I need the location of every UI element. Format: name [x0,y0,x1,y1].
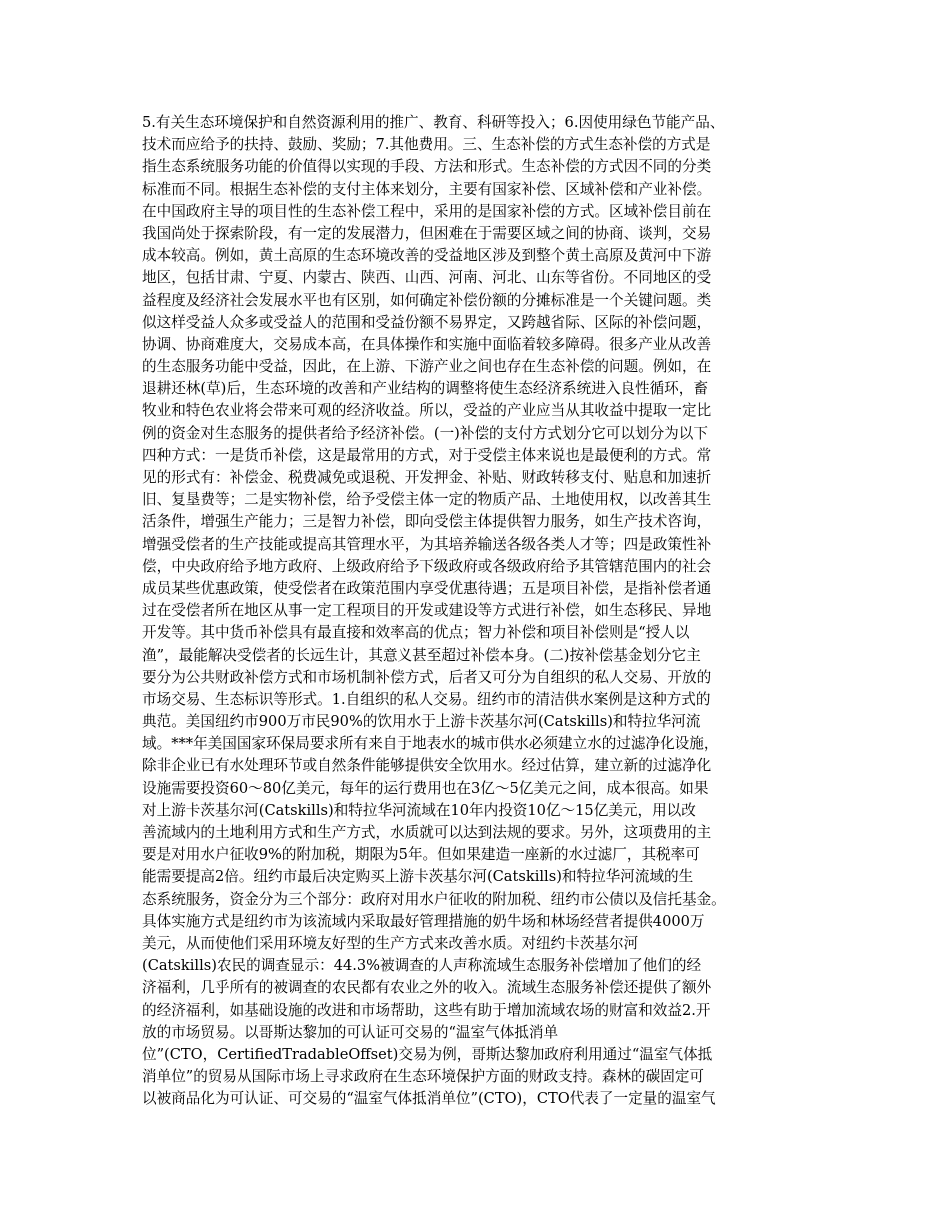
text-line: 以被商品化为可认证、可交易的“温室气体抵消单位”(CTO)，CTO代表了一定量的温室气 [142,1090,716,1108]
text-line: 市场交易、生态标识等形式。1.自组织的私人交易。纽约市的清洁供水案例是这种方式的 [142,690,711,708]
text-line: 5.有关生态环境保护和自然资源利用的推广、教育、科研等投入；6.因使用绿色节能产品、 [142,114,725,131]
text-line: 的经济福利，如基础设施的改进和市场帮助，这些有助于增加流域农场的财富和效益2.开 [142,1001,711,1019]
text-line: 牧业和特色农业将会带来可观的经济收益。所以，受益的产业应当从其收益中提取一定比 [142,402,712,420]
text-line: 旧、复垦费等；二是实物补偿，给予受偿主体一定的物质产品、土地使用权，以改善其生 [142,491,712,509]
text-line: 开发等。其中货币补偿具有最直接和效率高的优点；智力补偿和项目补偿则是“授人以 [142,624,690,642]
text-line: 设施需要投资60～80亿美元，每年的运行费用也在3亿～5亿美元之间，成本很高。如果 [142,779,709,797]
text-line: 标准而不同。根据生态补偿的支付主体来划分，主要有国家补偿、区域补偿和产业补偿。 [142,180,712,198]
text-line: 指生态系统服务功能的价值得以实现的手段、方法和形式。生态补偿的方式因不同的分类 [142,158,712,176]
text-line: 退耕还林(草)后，生态环境的改善和产业结构的调整将使生态经济系统进入良性循环，畜 [142,380,708,398]
text-line: 四种方式：一是货币补偿，这是最常用的方式，对于受偿主体来说也是最便利的方式。常 [142,446,712,464]
text-line: 过在受偿者所在地区从事一定工程项目的开发或建设等方式进行补偿，如生态移民、异地 [142,602,712,620]
text-line: 我国尚处于探索阶段，有一定的发展潜力，但困难在于需要区域之间的协商、谈判，交易 [142,224,712,242]
text-line: 渔”，最能解决受偿者的长远生计，其意义甚至超过补偿本身。(二)按补偿基金划分它主 [142,646,701,664]
text-line: 地区，包括甘肃、宁夏、内蒙古、陕西、山西、河南、河北、山东等省份。不同地区的受 [142,269,712,287]
text-line: 态系统服务，资金分为三个部分：政府对用水户征收的附加税、纽约市公债以及信托基金。 [142,890,726,908]
text-line: 益程度及经济社会发展水平也有区别，如何确定补偿份额的分摊标准是一个关键问题。类 [142,291,712,309]
text-line: 放的市场贸易。以哥斯达黎加的可认证可交易的“温室气体抵消单 [142,1023,559,1041]
text-line: 对上游卡茨基尔河(Catskills)和特拉华河流域在10年内投资10亿～15亿美元，用以改 [142,801,696,819]
text-line: 消单位”的贸易从国际市场上寻求政府在生态环境保护方面的财政支持。森林的碳固定可 [142,1068,705,1086]
text-line: 位”(CTO，CertifiedTradableOffset)交易为例，哥斯达黎加政府利用通过“温室气体抵 [142,1045,713,1063]
text-line: 美元，从而使他们采用环境友好型的生产方式来改善水质。对纽约卡茨基尔河 [142,934,639,952]
text-line: 成本较高。例如，黄土高原的生态环境改善的受益地区涉及到整个黄土高原及黄河中下游 [142,247,712,265]
text-line: 在中国政府主导的项目性的生态补偿工程中，采用的是国家补偿的方式。区域补偿目前在 [142,202,712,220]
text-line: 域。***年美国国家环保局要求所有来自于地表水的城市供水必须建立水的过滤净化设施， [142,735,719,753]
text-line: 典范。美国纽约市900万市民90%的饮用水于上游卡茨基尔河(Catskills)和特拉华河流 [142,713,701,731]
text-line: 协调、协商难度大，交易成本高，在具体操作和实施中面临着较多障碍。很多产业从改善 [142,335,712,353]
text-line: 技术而应给予的扶持、鼓励、奖励；7.其他费用。三、生态补偿的方式生态补偿的方式是 [142,136,711,154]
text-line: 的生态服务功能中受益，因此，在上游、下游产业之间也存在生态补偿的问题。例如，在 [142,358,712,376]
text-line: 增强受偿者的生产技能或提高其管理水平，为其培养输送各级各类人才等；四是政策性补 [142,535,712,553]
text-line: 偿，中央政府给予地方政府、上级政府给予下级政府或各级政府给予其管辖范围内的社会 [142,557,712,575]
text-line: 要是对用水户征收9%的附加税，期限为5年。但如果建造一座新的水过滤厂，其税率可 [142,846,700,864]
text-line: 活条件，增强生产能力；三是智力补偿，即向受偿主体提供智力服务，如生产技术咨询， [142,513,712,531]
text-line: (Catskills)农民的调查显示：44.3%被调查的人声称流域生态服务补偿增加了他们的经 [142,957,702,975]
text-line: 善流域内的土地利用方式和生产方式，水质就可以达到法规的要求。另外，这项费用的主 [142,824,712,841]
text-line: 成员某些优惠政策，使受偿者在政策范围内享受优惠待遇；五是项目补偿，是指补偿者通 [142,579,712,597]
text-line: 见的形式有：补偿金、税费减免或退税、开发押金、补贴、财政转移支付、贴息和加速折 [142,469,712,486]
document-body [142,112,810,1110]
text-line: 例的资金对生态服务的提供者给予经济补偿。(一)补偿的支付方式划分它可以划分为以下 [142,424,708,442]
text-line: 除非企业已有水处理环节或自然条件能够提供安全饮用水。经过估算，建立新的过滤净化 [142,757,712,775]
text-line: 济福利，几乎所有的被调查的农民都有农业之外的收入。流域生态服务补偿还提供了额外 [142,979,712,997]
text-line: 要分为公共财政补偿方式和市场机制补偿方式，后者又可分为自组织的私人交易、开放的 [142,668,712,686]
text-line: 具体实施方式是纽约市为该流域内采取最好管理措施的奶牛场和林场经营者提供4000万 [142,912,705,930]
text-line: 能需要提高2倍。纽约市最后决定购买上游卡茨基尔河(Catskills)和特拉华河流域的生 [142,868,694,886]
text-line: 似这样受益人众多或受益人的范围和受益份额不易界定，又跨越省际、区际的补偿问题， [142,313,712,331]
